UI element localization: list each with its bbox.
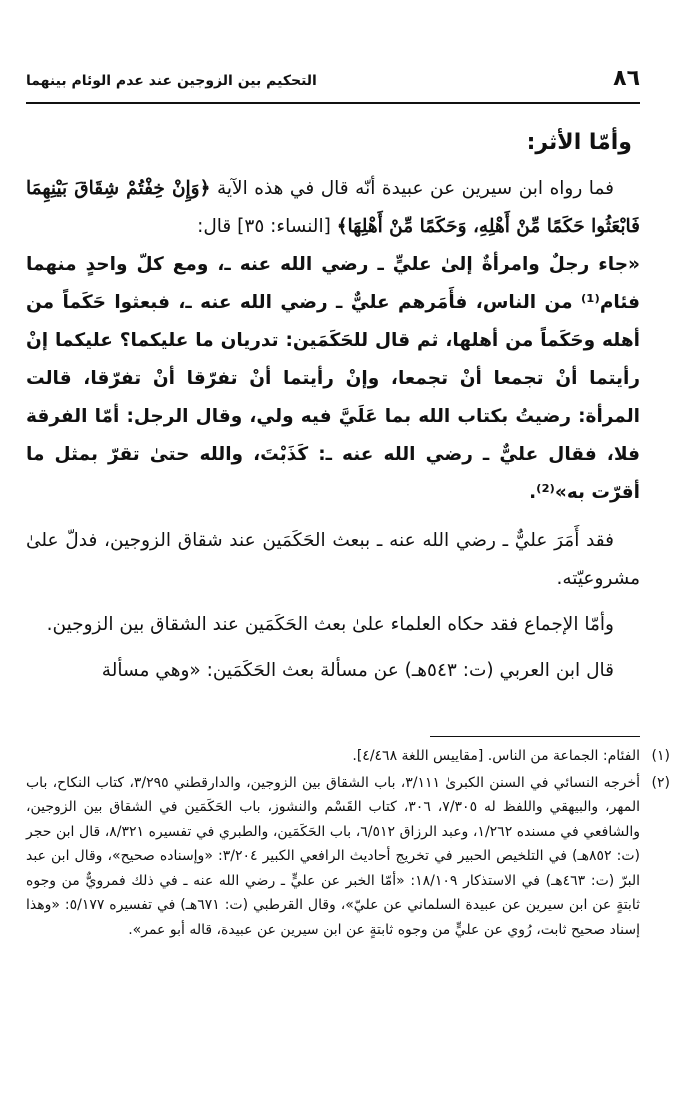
footnote-text: أخرجه النسائي في السنن الكبرىٰ ٣/١١١، باب الشقاق بين الزوجين، والدارقطني ٣/٢٩٥، كتاب النكاح، باب المهر، والبيهقي واللفظ له ٧/٣٠٥، ٣٠٦، كتاب القَسْم والنشوز، باب الحَكَمَين في الشقاق بين الزوجين، والشافعي في مسنده ١/٢٦٢، وعبد الرزاق ٦/٥١٢، باب الحَكَمَين، والطبري في تفسيره ٨/٣٢١، قال ابن حجر (ت: ٨٥٢هـ) في التلخيص الحبير في تخريج أحاديث الرافعي الكبير ٣/٢٠٤: «وإسناده صحيح»، وقال ابن عبد البرّ (ت: ٤٦٣هـ) في الاستذكار ١٨/١٠٩: «أمّا الخبر عن عليٍّ ـ رضي الله عنه ـ في ذلك فمرويٌّ من وجوه ثابتةٍ عن ابن سيرين عن عبيدة السلماني عن عليّ»، وقال القرطبي (ت: ٦٧١هـ) في تفسيره ٥/١٧٧: «وهذا إسناد صحيح ثابت، رُوي عن عليٍّ من وجوه ثابتةٍ عن ابن سيرين عن عبيدة، قاله أبو عمر». <box>26 774 641 938</box>
verse-citation: [النساء: ٣٥] قال: <box>197 216 337 237</box>
main-body <box>26 122 640 698</box>
quran-verse: ﴿وَإِنْ خِفْتُمْ شِقَاقَ بَيْنِهِمَا فَابْعَثُوا حَكَمًا مِّنْ أَهْلِهِ، وَحَكَمًا مِّنْ أَهْلِهَا﴾ <box>26 178 640 237</box>
footnotes <box>26 744 670 944</box>
footnote-item <box>26 744 670 769</box>
footnote-item <box>26 771 670 943</box>
paragraph-consensus: وأمّا الإجماع فقد حكاه العلماء علىٰ بعث الحَكَمَين عند الشقاق بين الزوجين. <box>46 614 614 635</box>
paragraph-intro-text: فما رواه ابن سيرين عن عبيدة أنّه قال في هذه الآية <box>210 178 614 199</box>
paragraph-ruling: فقد أَمَرَ عليٌّ ـ رضي الله عنه ـ ببعث الحَكَمَين عند شقاق الزوجين، فدلّ علىٰ مشروعيّته. <box>26 530 640 589</box>
page-number: ٨٦ <box>613 66 640 91</box>
footnote-number: (٢) <box>651 774 670 791</box>
footnote-separator <box>430 736 640 737</box>
running-title: التحكيم بين الزوجين عند عدم الوئام بينهما <box>26 73 317 89</box>
footnote-number: (١) <box>651 748 670 764</box>
paragraph-ibn-arabi: قال ابن العربي (ت: ٥٤٣هـ) عن مسألة بعث الحَكَمَين: «وهي مسألة <box>101 660 614 681</box>
page-header <box>26 62 640 104</box>
athar-quote: «جاء رجلٌ وامرأةٌ إلىٰ عليٍّ ـ رضي الله عنه ـ، ومع كلّ واحدٍ منهما فئام⁽¹⁾ من الناس، فأَمَرهم عليٌّ ـ رضي الله عنه ـ، فبعثوا حَكَماً من أهله وحَكَماً من أهلها، ثم قال للحَكَمَين: تدريان ما عليكما؟ عليكما إنْ رأيتما أنْ تجمعا أنْ تجمعا، وإنْ رأيتما أنْ تفرّقا أنْ تفرّقا، قالت المرأة: رضيتُ بكتاب الله بما عَلَيَّ فيه ولي، وقال الرجل: أمّا الفرقة فلا، فقال عليٌّ ـ رضي الله عنه ـ: كَذَبْتَ، والله حتىٰ تقرّ بمثل ما أقرّت به»⁽²⁾. <box>26 254 640 503</box>
section-heading: وأمّا الأثر: <box>526 130 632 155</box>
paragraph-intro <box>26 170 640 246</box>
footnote-text: الفئام: الجماعة من الناس. [مقاييس اللغة ٤/٤٦٨]. <box>352 748 640 764</box>
